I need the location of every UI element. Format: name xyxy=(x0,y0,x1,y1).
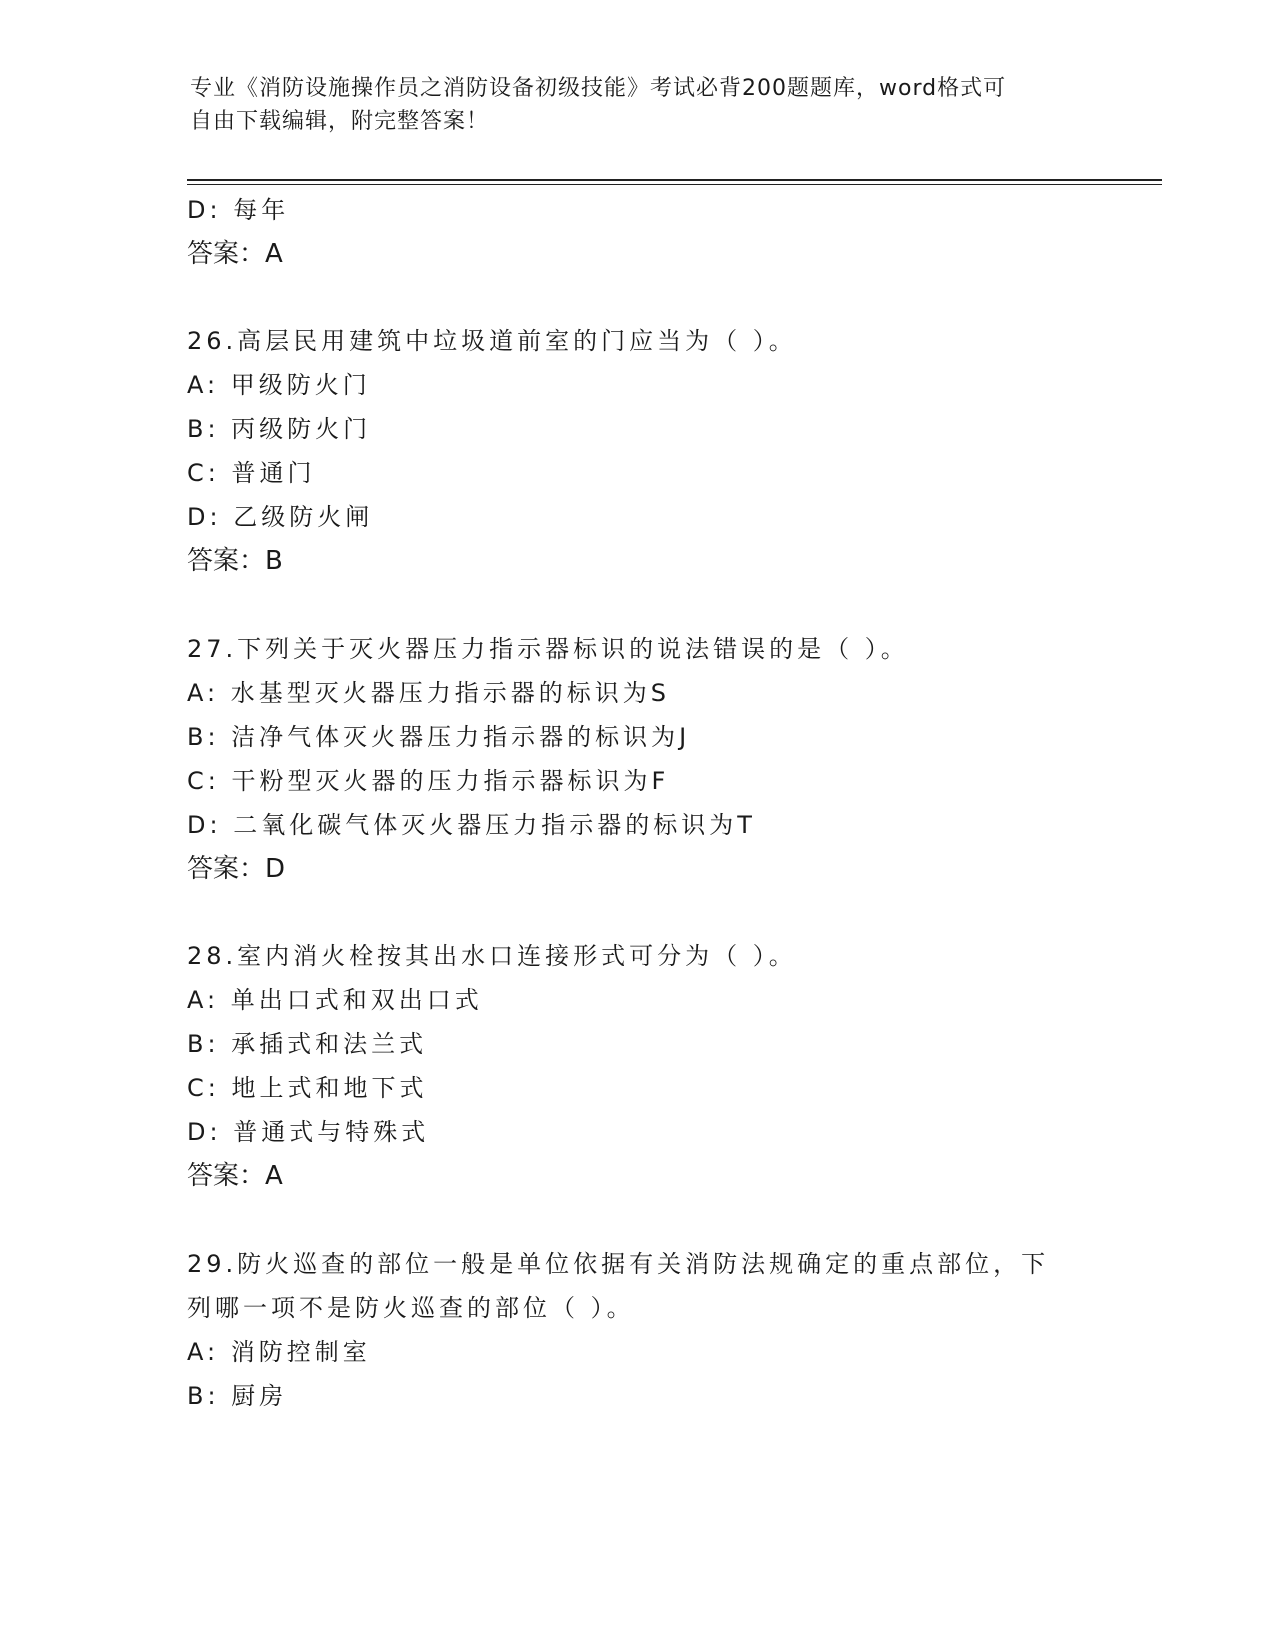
question-27-option-c: C: 干粉型灭火器的压力指示器标识为F xyxy=(187,767,670,795)
question-29-option-b: B: 厨房 xyxy=(187,1382,288,1410)
question-29-stem-line-1: 29.防火巡查的部位一般是单位依据有关消防法规确定的重点部位，下 xyxy=(187,1250,1050,1278)
question-26-option-a: A: 甲级防火门 xyxy=(187,371,371,399)
header-line-1: 专业《消防设施操作员之消防设备初级技能》考试必背200题题库，word格式可 xyxy=(190,76,1007,101)
answer-label: 答案： xyxy=(187,239,266,269)
question-28-answer xyxy=(187,1161,283,1191)
question-28-option-d: D: 普通式与特殊式 xyxy=(187,1118,430,1146)
question-28-option-a: A: 单出口式和双出口式 xyxy=(187,986,483,1014)
question-29-stem-line-2: 列哪一项不是防火巡查的部位（ ）。 xyxy=(187,1294,635,1322)
answer-value: B xyxy=(265,546,283,576)
question-28-stem: 28.室内消火栓按其出水口连接形式可分为（ ）。 xyxy=(187,942,797,970)
question-28-option-c: C: 地上式和地下式 xyxy=(187,1074,428,1102)
question-29-option-a: A: 消防控制室 xyxy=(187,1338,371,1366)
question-26-option-b: B: 丙级防火门 xyxy=(187,415,372,443)
header-line-2: 自由下载编辑，附完整答案！ xyxy=(190,109,490,134)
question-27-option-a: A: 水基型灭火器压力指示器的标识为S xyxy=(187,679,670,707)
question-27-option-d: D: 二氧化碳气体灭火器压力指示器的标识为T xyxy=(187,811,756,839)
question-27-stem: 27.下列关于灭火器压力指示器标识的说法错误的是（ ）。 xyxy=(187,635,909,663)
question-26-option-d: D: 乙级防火闸 xyxy=(187,503,374,531)
header-divider xyxy=(187,179,1162,181)
answer-label: 答案： xyxy=(187,546,266,576)
answer-label: 答案： xyxy=(187,854,266,884)
prev-option-d: D: 每年 xyxy=(187,196,290,224)
prev-answer xyxy=(187,239,283,269)
answer-label: 答案： xyxy=(187,1161,266,1191)
answer-value: D xyxy=(265,854,286,884)
question-26-option-c: C: 普通门 xyxy=(187,459,316,487)
question-27-option-b: B: 洁净气体灭火器压力指示器的标识为J xyxy=(187,723,691,751)
question-28-option-b: B: 承插式和法兰式 xyxy=(187,1030,428,1058)
document-header xyxy=(190,72,1070,138)
question-26-stem: 26.高层民用建筑中垃圾道前室的门应当为（ ）。 xyxy=(187,327,797,355)
question-27-answer xyxy=(187,854,285,884)
header-divider-thin xyxy=(187,184,1162,185)
answer-value: A xyxy=(265,239,283,269)
answer-value: A xyxy=(265,1161,283,1191)
question-26-answer xyxy=(187,546,283,576)
